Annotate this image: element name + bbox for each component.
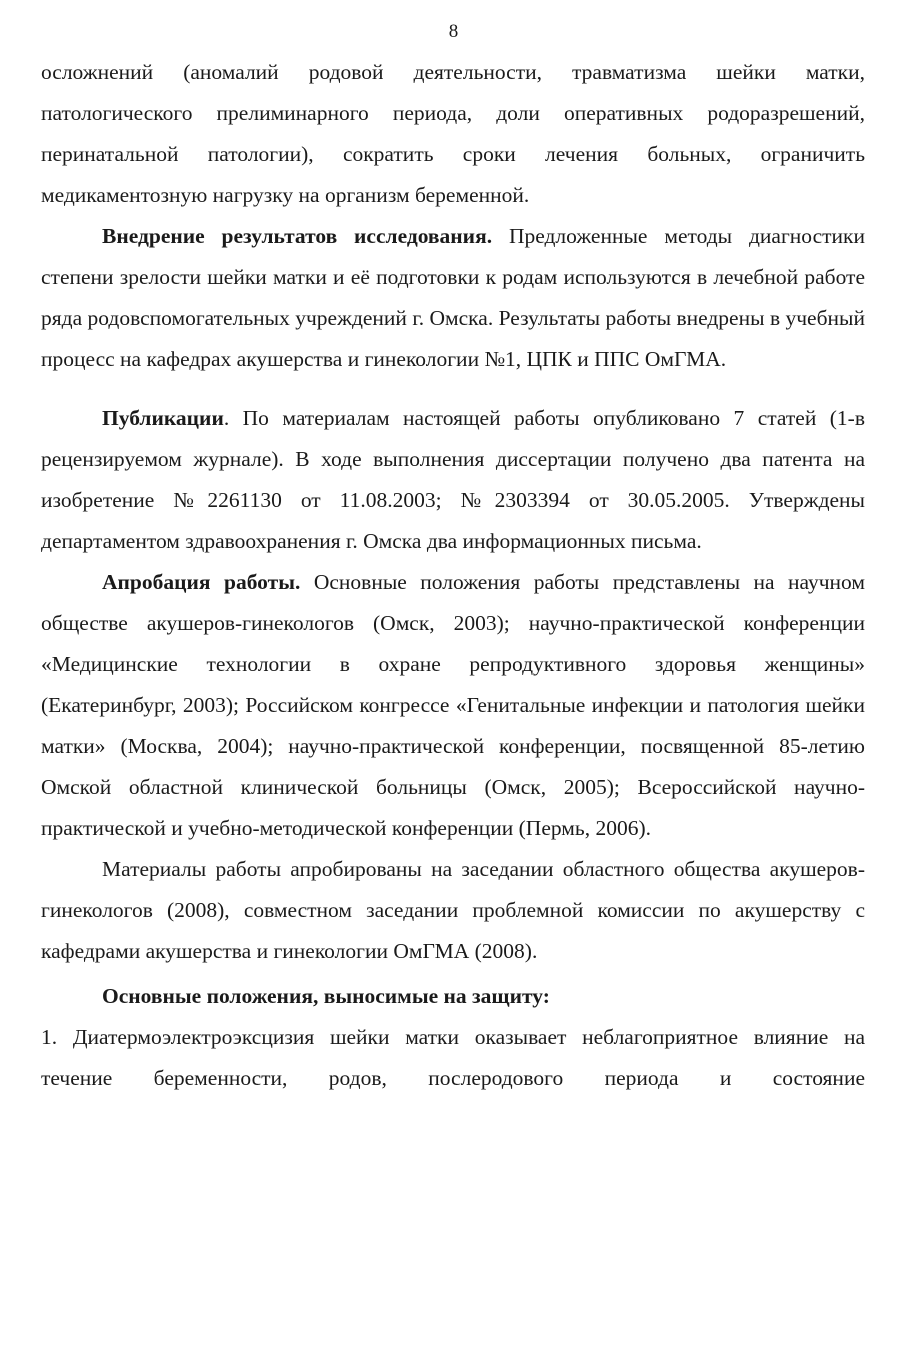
paragraph-text: . По материалам настоящей работы опубликовано 7 статей (1-в рецензируемом журнале). В ходе выполнения диссертации получено два патента на изобретение №2261130 от 11.08.2003; №2303394 от 30.05.2005. Утверждены департаментом здравоохранения г. Омска два информационных письма.: [41, 406, 865, 553]
paragraph-text: Основные положения работы представлены на научном обществе акушеров-гинекологов (Омск, 2003); научно-практической конференции «Медицинские технологии в охране репродуктивного здоровья женщины» (Екатеринбург, 2003); Российском конгрессе «Генитальные инфекции и патология шейки матки» (Москва, 2004); научно-практической конференции, посвященной 85-летию Омской областной клинической больницы (Омск, 2005); Всероссийской научно-практической и учебно-методической конференции (Пермь, 2006).: [41, 570, 865, 840]
body-text: [41, 52, 865, 1099]
paragraph-goals-continued: [41, 52, 865, 216]
paragraph-text: Предложенные методы диагностики степени зрелости шейки матки и её подготовки к родам используются в лечебной работе ряда родовспомогательных учреждений г. Омска. Результаты работы внедрены в учебный процесс на кафедрах акушерства и гинекологии №1, ЦПК и ППС ОмГМА.: [41, 224, 865, 371]
paragraph-text: Материалы работы апробированы на заседании областного общества акушеров-гинекологов (2008), совместном заседании проблемной комиссии по акушерству с кафедрами акушерства и гинекологии ОмГМА (2008).: [41, 857, 865, 963]
list-item-1: [41, 1017, 865, 1099]
list-item-text: 1. Диатермоэлектроэксцизия шейки матки оказывает неблагоприятное влияние на течение беременности, родов, послеродового периода и состояние: [41, 1025, 865, 1090]
paragraph-implementation: [41, 216, 865, 380]
section-heading-implementation: Внедрение результатов исследования.: [102, 224, 493, 248]
paragraph-approbation: [41, 562, 865, 849]
section-heading-defense-provisions: Основные положения, выносимые на защиту:: [102, 984, 550, 1008]
paragraph-materials: [41, 849, 865, 972]
paragraph-publications: [41, 398, 865, 562]
section-heading-publications: Публикации: [102, 406, 224, 430]
page-number: 8: [448, 21, 459, 42]
section-heading-approbation: Апробация работы.: [102, 570, 301, 594]
paragraph-text: осложнений (аномалий родовой деятельности, травматизма шейки матки, патологического прелиминарного периода, доли оперативных родоразрешений, перинатальной патологии), сократить сроки лечения больных, ограничить медикаментозную нагрузку на организм беременной.: [41, 60, 865, 207]
